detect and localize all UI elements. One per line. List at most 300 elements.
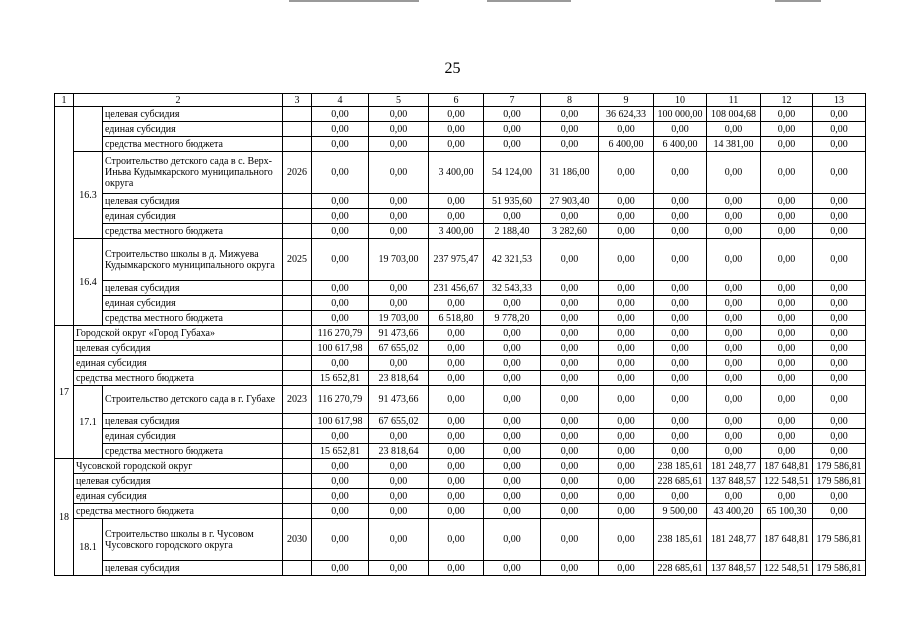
table-row [55, 239, 866, 281]
value-cell: 0,00 [312, 296, 369, 311]
value-cell: 0,00 [541, 326, 599, 341]
value-cell: 0,00 [369, 489, 429, 504]
value-cell: 0,00 [541, 239, 599, 281]
value-cell: 0,00 [369, 224, 429, 239]
table-row [55, 356, 866, 371]
subitem-number-cell: 18.1 [74, 519, 103, 576]
value-cell: 0,00 [312, 356, 369, 371]
value-cell: 0,00 [429, 386, 484, 414]
value-cell: 0,00 [541, 209, 599, 224]
value-cell: 0,00 [599, 239, 654, 281]
column-header: 8 [541, 94, 599, 107]
row-label: Городской округ «Город Губаха» [74, 326, 283, 341]
year-cell [283, 311, 312, 326]
value-cell: 187 648,81 [761, 519, 813, 561]
value-cell: 0,00 [654, 444, 707, 459]
value-cell: 181 248,77 [707, 519, 761, 561]
value-cell: 0,00 [541, 311, 599, 326]
value-cell: 0,00 [599, 152, 654, 194]
page-number: 25 [444, 60, 461, 77]
value-cell: 0,00 [541, 444, 599, 459]
value-cell: 0,00 [654, 356, 707, 371]
value-cell: 0,00 [484, 209, 541, 224]
row-label: средства местного бюджета [103, 224, 283, 239]
value-cell: 0,00 [654, 371, 707, 386]
value-cell: 0,00 [599, 504, 654, 519]
year-cell [283, 356, 312, 371]
value-cell: 0,00 [541, 296, 599, 311]
top-rule [487, 0, 571, 2]
column-header: 10 [654, 94, 707, 107]
table-row [55, 561, 866, 576]
year-cell [283, 326, 312, 341]
value-cell: 116 270,79 [312, 326, 369, 341]
value-cell: 0,00 [484, 489, 541, 504]
value-cell: 238 185,61 [654, 519, 707, 561]
value-cell: 0,00 [429, 122, 484, 137]
year-cell [283, 194, 312, 209]
value-cell: 0,00 [707, 296, 761, 311]
value-cell: 0,00 [541, 519, 599, 561]
value-cell: 0,00 [312, 561, 369, 576]
value-cell: 0,00 [429, 356, 484, 371]
value-cell: 0,00 [599, 429, 654, 444]
row-label: единая субсидия [103, 209, 283, 224]
budget-table [54, 93, 866, 576]
value-cell: 0,00 [654, 152, 707, 194]
value-cell: 0,00 [813, 414, 866, 429]
value-cell: 0,00 [707, 414, 761, 429]
value-cell: 67 655,02 [369, 341, 429, 356]
value-cell: 0,00 [484, 386, 541, 414]
value-cell: 0,00 [599, 281, 654, 296]
value-cell: 108 004,68 [707, 107, 761, 122]
year-cell [283, 371, 312, 386]
value-cell: 42 321,53 [484, 239, 541, 281]
value-cell: 0,00 [429, 561, 484, 576]
year-cell [283, 137, 312, 152]
value-cell: 0,00 [813, 371, 866, 386]
value-cell: 0,00 [429, 137, 484, 152]
value-cell: 6 400,00 [654, 137, 707, 152]
value-cell: 100 617,98 [312, 414, 369, 429]
value-cell: 228 685,61 [654, 561, 707, 576]
value-cell: 0,00 [429, 444, 484, 459]
value-cell: 231 456,67 [429, 281, 484, 296]
value-cell: 0,00 [312, 489, 369, 504]
value-cell: 0,00 [707, 152, 761, 194]
value-cell: 0,00 [599, 414, 654, 429]
value-cell: 0,00 [541, 281, 599, 296]
value-cell: 0,00 [312, 152, 369, 194]
row-label: целевая субсидия [103, 414, 283, 429]
value-cell: 0,00 [761, 107, 813, 122]
value-cell: 0,00 [484, 371, 541, 386]
value-cell: 0,00 [369, 137, 429, 152]
column-header: 1 [55, 94, 74, 107]
value-cell: 0,00 [599, 356, 654, 371]
subitem-number-cell: 16.4 [74, 239, 103, 326]
value-cell: 0,00 [312, 474, 369, 489]
table-row [55, 326, 866, 341]
value-cell: 0,00 [484, 296, 541, 311]
value-cell: 0,00 [312, 224, 369, 239]
value-cell: 0,00 [484, 444, 541, 459]
value-cell: 0,00 [599, 371, 654, 386]
column-header: 9 [599, 94, 654, 107]
value-cell: 0,00 [599, 386, 654, 414]
table-row [55, 107, 866, 122]
value-cell: 31 186,00 [541, 152, 599, 194]
row-label: целевая субсидия [103, 194, 283, 209]
value-cell: 0,00 [312, 311, 369, 326]
row-label: Чусовской городской округ [74, 459, 283, 474]
year-cell [283, 459, 312, 474]
value-cell: 0,00 [707, 489, 761, 504]
value-cell: 0,00 [707, 356, 761, 371]
column-header: 7 [484, 94, 541, 107]
value-cell: 0,00 [541, 474, 599, 489]
table-row [55, 122, 866, 137]
column-header: 3 [283, 94, 312, 107]
value-cell: 0,00 [599, 519, 654, 561]
value-cell: 0,00 [369, 459, 429, 474]
year-cell: 2023 [283, 386, 312, 414]
value-cell: 181 248,77 [707, 459, 761, 474]
value-cell: 0,00 [599, 444, 654, 459]
value-cell: 0,00 [813, 152, 866, 194]
subitem-number-cell [74, 107, 103, 152]
value-cell: 0,00 [761, 122, 813, 137]
value-cell: 0,00 [761, 311, 813, 326]
table-row [55, 341, 866, 356]
value-cell: 0,00 [707, 224, 761, 239]
subitem-number-cell: 17.1 [74, 386, 103, 459]
value-cell: 0,00 [707, 194, 761, 209]
value-cell: 91 473,66 [369, 386, 429, 414]
row-label: средства местного бюджета [103, 137, 283, 152]
value-cell: 0,00 [429, 414, 484, 429]
value-cell: 0,00 [813, 326, 866, 341]
year-cell: 2025 [283, 239, 312, 281]
row-label: целевая субсидия [74, 474, 283, 489]
value-cell: 0,00 [813, 296, 866, 311]
top-rule [775, 0, 821, 2]
column-header: 12 [761, 94, 813, 107]
value-cell: 6 400,00 [599, 137, 654, 152]
value-cell: 0,00 [599, 326, 654, 341]
year-cell [283, 281, 312, 296]
value-cell: 0,00 [312, 239, 369, 281]
value-cell: 187 648,81 [761, 459, 813, 474]
table-row [55, 386, 866, 414]
value-cell: 0,00 [369, 474, 429, 489]
value-cell: 0,00 [429, 474, 484, 489]
year-cell [283, 561, 312, 576]
value-cell: 0,00 [654, 386, 707, 414]
value-cell: 0,00 [707, 239, 761, 281]
value-cell: 0,00 [599, 311, 654, 326]
value-cell: 0,00 [541, 414, 599, 429]
value-cell: 0,00 [484, 459, 541, 474]
value-cell: 0,00 [707, 371, 761, 386]
value-cell: 0,00 [312, 194, 369, 209]
value-cell: 0,00 [761, 239, 813, 281]
value-cell: 0,00 [813, 224, 866, 239]
value-cell: 19 703,00 [369, 311, 429, 326]
value-cell: 9 500,00 [654, 504, 707, 519]
value-cell: 32 543,33 [484, 281, 541, 296]
value-cell: 0,00 [654, 209, 707, 224]
value-cell: 0,00 [761, 152, 813, 194]
value-cell: 116 270,79 [312, 386, 369, 414]
value-cell: 0,00 [429, 489, 484, 504]
value-cell: 0,00 [312, 429, 369, 444]
value-cell: 0,00 [541, 429, 599, 444]
value-cell: 0,00 [541, 371, 599, 386]
table-row [55, 519, 866, 561]
value-cell: 0,00 [813, 281, 866, 296]
value-cell: 0,00 [541, 489, 599, 504]
value-cell: 0,00 [429, 326, 484, 341]
value-cell: 100 000,00 [654, 107, 707, 122]
value-cell: 0,00 [484, 414, 541, 429]
value-cell: 0,00 [484, 504, 541, 519]
subitem-number-cell: 16.3 [74, 152, 103, 239]
project-name: Строительство школы в д. Мижуева Кудымкарского муниципального округа [103, 239, 283, 281]
value-cell: 0,00 [707, 444, 761, 459]
value-cell: 0,00 [429, 371, 484, 386]
value-cell: 0,00 [312, 107, 369, 122]
value-cell: 15 652,81 [312, 371, 369, 386]
year-cell [283, 209, 312, 224]
value-cell: 0,00 [599, 224, 654, 239]
value-cell: 0,00 [654, 489, 707, 504]
value-cell: 0,00 [761, 489, 813, 504]
value-cell: 43 400,20 [707, 504, 761, 519]
value-cell: 0,00 [541, 459, 599, 474]
year-cell [283, 504, 312, 519]
value-cell: 0,00 [429, 296, 484, 311]
value-cell: 0,00 [599, 296, 654, 311]
value-cell: 0,00 [599, 561, 654, 576]
row-label: целевая субсидия [103, 107, 283, 122]
year-cell [283, 341, 312, 356]
value-cell: 0,00 [429, 519, 484, 561]
value-cell: 23 818,64 [369, 371, 429, 386]
year-cell [283, 296, 312, 311]
value-cell: 122 548,51 [761, 561, 813, 576]
value-cell: 0,00 [813, 137, 866, 152]
year-cell [283, 122, 312, 137]
value-cell: 0,00 [761, 137, 813, 152]
row-label: средства местного бюджета [74, 504, 283, 519]
value-cell: 0,00 [541, 137, 599, 152]
value-cell: 0,00 [761, 209, 813, 224]
value-cell: 0,00 [813, 356, 866, 371]
value-cell: 0,00 [541, 122, 599, 137]
value-cell: 0,00 [484, 122, 541, 137]
value-cell: 0,00 [484, 429, 541, 444]
table-row [55, 414, 866, 429]
table-row [55, 474, 866, 489]
value-cell: 238 185,61 [654, 459, 707, 474]
value-cell: 0,00 [369, 122, 429, 137]
table-row [55, 371, 866, 386]
value-cell: 0,00 [429, 504, 484, 519]
value-cell: 179 586,81 [813, 561, 866, 576]
value-cell: 0,00 [761, 444, 813, 459]
value-cell: 0,00 [599, 459, 654, 474]
value-cell: 0,00 [484, 356, 541, 371]
table-row [55, 194, 866, 209]
value-cell: 0,00 [761, 429, 813, 444]
value-cell: 0,00 [654, 194, 707, 209]
value-cell: 0,00 [654, 326, 707, 341]
value-cell: 0,00 [484, 519, 541, 561]
value-cell: 0,00 [369, 281, 429, 296]
value-cell: 0,00 [429, 107, 484, 122]
value-cell: 0,00 [541, 356, 599, 371]
value-cell: 0,00 [312, 122, 369, 137]
table-row [55, 504, 866, 519]
value-cell: 0,00 [312, 459, 369, 474]
table-header-row [55, 94, 866, 107]
value-cell: 0,00 [707, 209, 761, 224]
value-cell: 100 617,98 [312, 341, 369, 356]
value-cell: 0,00 [599, 122, 654, 137]
value-cell: 0,00 [484, 137, 541, 152]
project-name: Строительство детского сада в с. Верх-Иньва Кудымкарского муниципального округа [103, 152, 283, 194]
column-header: 4 [312, 94, 369, 107]
value-cell: 0,00 [654, 311, 707, 326]
value-cell: 0,00 [484, 561, 541, 576]
value-cell: 179 586,81 [813, 474, 866, 489]
row-number-cell: 18 [55, 459, 74, 576]
value-cell: 0,00 [312, 209, 369, 224]
value-cell: 65 100,30 [761, 504, 813, 519]
value-cell: 0,00 [761, 356, 813, 371]
value-cell: 0,00 [484, 326, 541, 341]
value-cell: 0,00 [599, 474, 654, 489]
value-cell: 0,00 [813, 341, 866, 356]
year-cell: 2026 [283, 152, 312, 194]
value-cell: 3 400,00 [429, 224, 484, 239]
column-header: 5 [369, 94, 429, 107]
table-row [55, 152, 866, 194]
value-cell: 14 381,00 [707, 137, 761, 152]
project-name: Строительство школы в г. Чусовом Чусовского городского округа [103, 519, 283, 561]
value-cell: 0,00 [312, 504, 369, 519]
value-cell: 0,00 [761, 386, 813, 414]
value-cell: 137 848,57 [707, 474, 761, 489]
column-header: 2 [74, 94, 283, 107]
value-cell: 3 400,00 [429, 152, 484, 194]
project-name: Строительство детского сада в г. Губахе [103, 386, 283, 414]
value-cell: 0,00 [654, 414, 707, 429]
value-cell: 0,00 [707, 122, 761, 137]
value-cell: 0,00 [654, 239, 707, 281]
value-cell: 0,00 [813, 386, 866, 414]
value-cell: 91 473,66 [369, 326, 429, 341]
table-row [55, 429, 866, 444]
row-label: единая субсидия [103, 122, 283, 137]
value-cell: 0,00 [813, 107, 866, 122]
value-cell: 0,00 [429, 429, 484, 444]
value-cell: 0,00 [707, 281, 761, 296]
column-header: 11 [707, 94, 761, 107]
value-cell: 237 975,47 [429, 239, 484, 281]
row-label: целевая субсидия [74, 341, 283, 356]
column-header: 6 [429, 94, 484, 107]
value-cell: 0,00 [813, 429, 866, 444]
table-row [55, 444, 866, 459]
value-cell: 0,00 [312, 281, 369, 296]
value-cell: 0,00 [369, 152, 429, 194]
year-cell [283, 444, 312, 459]
value-cell: 0,00 [541, 504, 599, 519]
year-cell: 2030 [283, 519, 312, 561]
value-cell: 0,00 [813, 311, 866, 326]
value-cell: 0,00 [813, 444, 866, 459]
row-label: единая субсидия [74, 356, 283, 371]
value-cell: 0,00 [369, 356, 429, 371]
table-row [55, 459, 866, 474]
value-cell: 0,00 [369, 429, 429, 444]
year-cell [283, 489, 312, 504]
value-cell: 0,00 [541, 386, 599, 414]
value-cell: 0,00 [707, 429, 761, 444]
value-cell: 2 188,40 [484, 224, 541, 239]
value-cell: 0,00 [654, 296, 707, 311]
value-cell: 0,00 [312, 137, 369, 152]
value-cell: 0,00 [541, 561, 599, 576]
value-cell: 0,00 [312, 519, 369, 561]
value-cell: 0,00 [707, 326, 761, 341]
row-label: единая субсидия [74, 489, 283, 504]
value-cell: 122 548,51 [761, 474, 813, 489]
table-row [55, 489, 866, 504]
value-cell: 23 818,64 [369, 444, 429, 459]
value-cell: 0,00 [654, 429, 707, 444]
value-cell: 0,00 [429, 341, 484, 356]
value-cell: 228 685,61 [654, 474, 707, 489]
value-cell: 0,00 [369, 561, 429, 576]
value-cell: 3 282,60 [541, 224, 599, 239]
value-cell: 0,00 [599, 341, 654, 356]
value-cell: 0,00 [654, 341, 707, 356]
year-cell [283, 224, 312, 239]
value-cell: 0,00 [369, 296, 429, 311]
value-cell: 0,00 [429, 194, 484, 209]
value-cell: 6 518,80 [429, 311, 484, 326]
value-cell: 67 655,02 [369, 414, 429, 429]
row-label: средства местного бюджета [103, 311, 283, 326]
value-cell: 0,00 [761, 341, 813, 356]
value-cell: 0,00 [761, 414, 813, 429]
value-cell: 0,00 [813, 122, 866, 137]
value-cell: 0,00 [484, 107, 541, 122]
value-cell: 0,00 [654, 281, 707, 296]
value-cell: 19 703,00 [369, 239, 429, 281]
value-cell: 0,00 [813, 239, 866, 281]
table-row [55, 281, 866, 296]
value-cell: 137 848,57 [707, 561, 761, 576]
row-number-cell [55, 107, 74, 326]
value-cell: 0,00 [484, 474, 541, 489]
value-cell: 0,00 [813, 194, 866, 209]
value-cell: 0,00 [761, 281, 813, 296]
